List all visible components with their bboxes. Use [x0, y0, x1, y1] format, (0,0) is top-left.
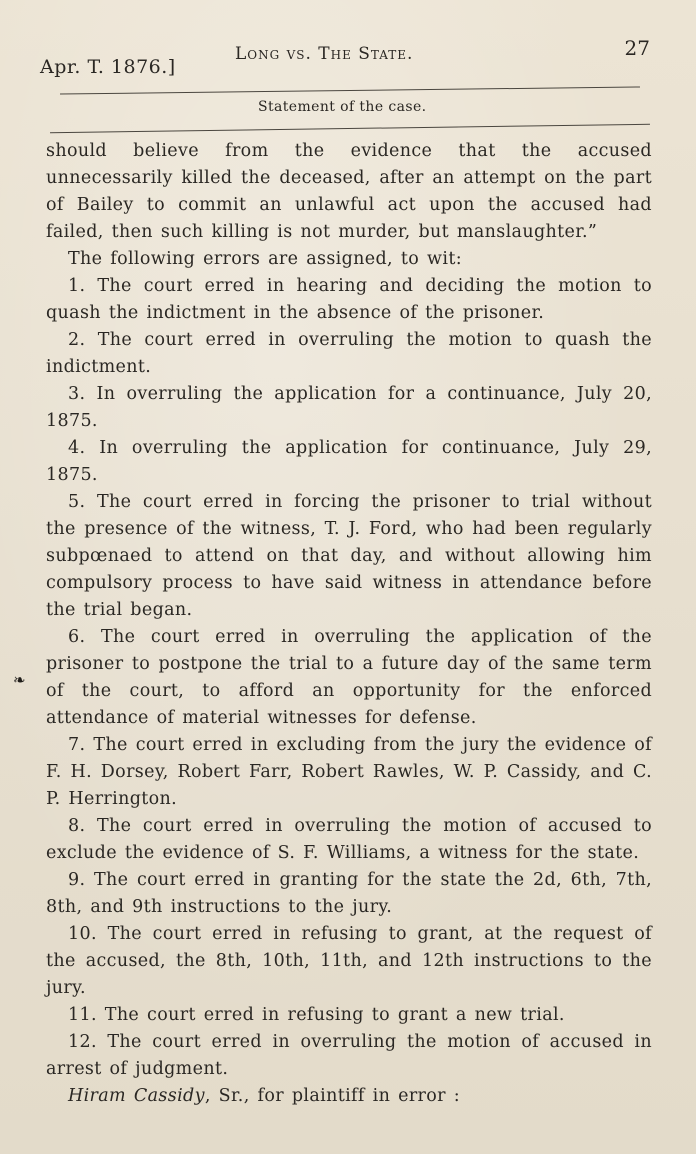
error-item-10: 10. The court erred in refusing to grant, at the request of the accused, the 8th, 10th, 11th, and 12th instructions to the jury.: [46, 924, 652, 998]
error-item-4: 4. In overruling the application for continuance, July 29, 1875.: [46, 438, 652, 485]
paragraph-continuation: should believe from the evidence that the accused unnecessarily killed the deceased, after an attempt on the part of Bailey to commit an unlawful act upon the accused had failed, then such killing is not murder, but manslaughter.”: [46, 141, 652, 242]
header-rule-top: [60, 86, 640, 94]
body-text: [46, 138, 652, 1110]
statement-label: Statement of the case.: [258, 99, 427, 115]
error-item-12: 12. The court erred in overruling the motion of accused in arrest of judgment.: [46, 1032, 652, 1079]
counsel-name: Hiram Cassidy: [68, 1086, 205, 1106]
page-number: 27: [624, 36, 650, 60]
running-head: [40, 36, 656, 76]
error-item-9: 9. The court erred in granting for the state the 2d, 6th, 7th, 8th, and 9th instructions to the jury.: [46, 870, 652, 917]
running-head-term: Apr. T. 1876.]: [40, 56, 176, 78]
error-item-8: 8. The court erred in overruling the motion of accused to exclude the evidence of S. F. Williams, a witness for the state.: [46, 816, 652, 863]
error-item-1: 1. The court erred in hearing and deciding the motion to quash the indictment in the absence of the prisoner.: [46, 276, 652, 323]
paragraph-errors-intro: The following errors are assigned, to wit:: [68, 249, 462, 269]
error-item-5: 5. The court erred in forcing the prisoner to trial without the presence of the witness, T. J. Ford, who had been regularly subpœnaed to attend on that day, and without allowing him compulsory process to have said witness in attendance before the trial began.: [46, 492, 652, 620]
header-rule-bottom: [50, 124, 650, 133]
error-item-3: 3. In overruling the application for a continuance, July 20, 1875.: [46, 384, 652, 431]
running-head-case-title: Long vs. The State.: [235, 44, 414, 64]
error-item-6: 6. The court erred in overruling the application of the prisoner to postpone the trial to a future day of the same term of the court, to afford an opportunity for the enforced attendance of material witnesses for defense.: [46, 627, 652, 728]
counsel-signature: [46, 1083, 652, 1110]
counsel-role: , Sr., for plaintiff in error :: [204, 1086, 461, 1106]
margin-mark: ❧: [13, 671, 26, 689]
error-item-11: 11. The court erred in refusing to grant a new trial.: [68, 1005, 565, 1025]
error-item-2: 2. The court erred in overruling the motion to quash the indictment.: [46, 330, 652, 377]
error-item-7: 7. The court erred in excluding from the jury the evidence of F. H. Dorsey, Robert Farr, Robert Rawles, W. P. Cassidy, and C. P. Herrington.: [46, 735, 652, 809]
